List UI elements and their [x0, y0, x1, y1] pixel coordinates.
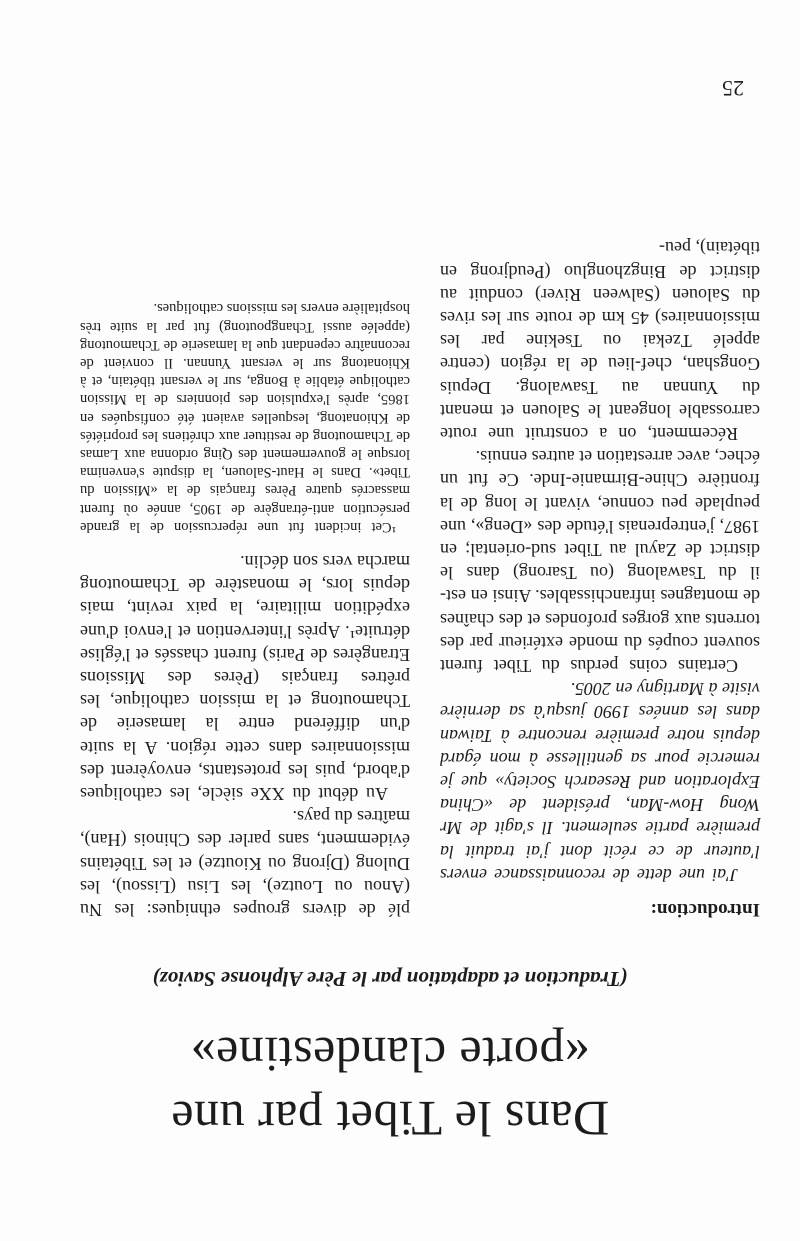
title-line-2: «porte clandestine»	[190, 1027, 590, 1083]
acknowledgement-paragraph: J'ai une dette de reconnaissance envers l'auteur de ce récit dont j'ai traduit la première partie seulement. Il s'agit de Mr Wong How-Man, président de «China Exploration and Research Society» que je remercie pour sa gentillesse à mon égard depuis notre première rencontre à Taiwan dans les années 1990 jusqu'à sa dernière visite à Martigny en 2005.	[440, 679, 760, 885]
paragraph-4: Au début du XXe siècle, les catholiques d'abord, puis les protestants, envoyèrent des missionnaires dans cette région. A la suite d'un différend entre la lamaserie de Tchamoutong et la mission catholique, les prêtres français (Pères des Missions Etrangères de Paris) furent chassés et l'église détruite¹. Après l'intervention et l'envoi d'une expédition militaire, la paix revint, mais depuis lors, le monastère de Tchamoutong marcha vers son déclin.	[80, 551, 410, 804]
left-column	[440, 236, 760, 921]
page-number: 25	[722, 76, 744, 101]
right-column	[80, 299, 410, 921]
paragraph-1: Certains coins perdus du Tibet furent souvent coupés du monde extérieur par des torrents aux gorges profondes et des chaînes de montagnes infranchissables. Ainsi en est-il du Tsawalong (ou Tsarong) dans le district de Zayul au Tibet sud-oriental; en 1987, j'entreprenais l'étude des «Deng», une peuplade peu connue, vivant le long de la frontière Chine-Birmanie-Inde. Ce fut un échec, avec arrestation et autres ennuis.	[440, 447, 760, 676]
footnote: ¹Cet incident fut une répercussion de la grande persécution anti-étrangère de 1905, année où furent massacrés quatre Pères français de la «Mission du Tibet». Dans le Haut-Salouen, la dispute s'envenima lorsque le gouvernement des Qing ordonna aux Lamas de Tchamoutong de restituer aux chrétiens les propriétés de Khionatong, lesquelles avaient été confisquées en 1865, après l'expulsion des pionniers de la Mission catholique établie à Bonga, sur le versant tibétain, et à Khionatong sur le versant Yunnan. Il convient de reconnaître cependant que la lamaserie de Tchamoutong (appelée aussi Tchangpoutong) fut par la suite très hospitalière envers les missions catholiques.	[80, 300, 410, 535]
page-title	[120, 1023, 660, 1151]
paragraph-2: Récemment, on a construit une route carrossable longeant le Salouen et menant du Yunnan au Tsawalong. Depuis Gongshan, chef-lieu de la région (centre appelé Tzekai ou Tsekine par les missionnaires) 45 km de route sur les rives du Salouen (Salween River) conduit au district de Bingzhongluo (Peudjrong en tibétain), peu-	[440, 238, 760, 444]
paragraph-3: plé de divers groupes ethniques: les Nu (Anou ou Loutze), les Lisu (Lissou), les Dulong (Djrong ou Kioutze) et les Tibétains évidemment, sans parler des Chinois (Han), maîtres du pays.	[80, 807, 410, 920]
section-heading: Introduction:	[650, 899, 760, 920]
title-line-1: Dans le Tibet par une	[170, 1091, 610, 1147]
translation-credit: (Traduction et adaptation par le Père Alphonse Savioz)	[152, 967, 628, 991]
